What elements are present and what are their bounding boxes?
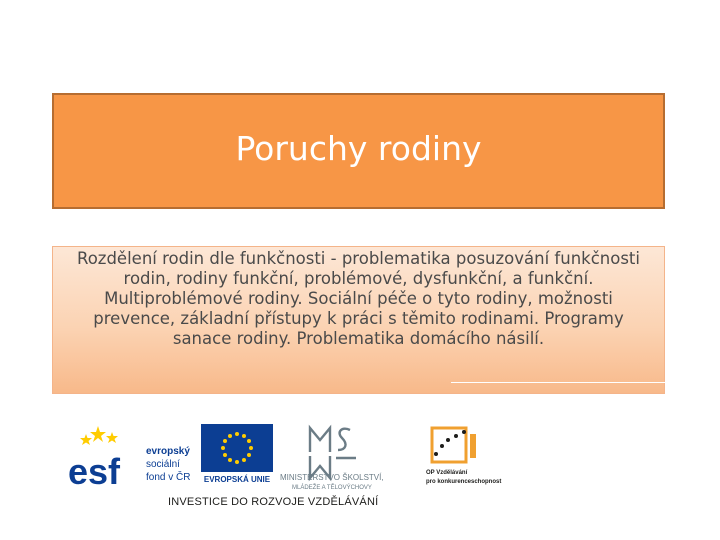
slide-body-text: Rozdělení rodin dle funkčnosti - problematika posuzování funkčnosti rodin, rodiny funkční, problémové, dysfunkční, a funkční. Multiproblémové rodiny. Sociální péče o tyto rodiny, možnosti prevence, základní přístupy k práci s těmito rodinami. Programy sanace rodiny. Problematika domácího násilí. [76,249,640,348]
esf-mark: esf [68,451,121,488]
eu-flag-logo [201,424,273,484]
esf-line3: fond v ČR [146,472,191,483]
investice-slogan: INVESTICE DO ROZVOJE VZDĚLÁVÁNÍ [168,496,379,508]
eu-caption: EVROPSKÁ UNIE [203,475,271,484]
content-placeholder [52,246,665,394]
decorative-line [451,382,665,383]
esf-line2: sociální [146,459,180,470]
esf-logo [68,424,196,488]
slide-title: Poruchy rodiny [235,128,482,168]
esf-stars-icon [80,426,118,445]
logo-strip [66,420,506,515]
msmt-monogram-icon [310,428,356,478]
esf-line1: evropský [146,446,190,457]
op-line1: OP Vzdělávání [426,470,468,476]
op-line2: pro konkurenceschopnost [426,479,502,485]
msmt-line2: MLÁDEŽE A TĚLOVÝCHOVY [292,485,372,491]
op-vzdelavani-logo [426,424,502,486]
op-frame-icon [432,428,476,462]
msmt-logo [280,422,410,492]
eu-flag-icon [201,424,273,472]
title-placeholder [52,93,665,209]
msmt-line1: MINISTERSTVO ŠKOLSTVÍ, [280,473,384,482]
